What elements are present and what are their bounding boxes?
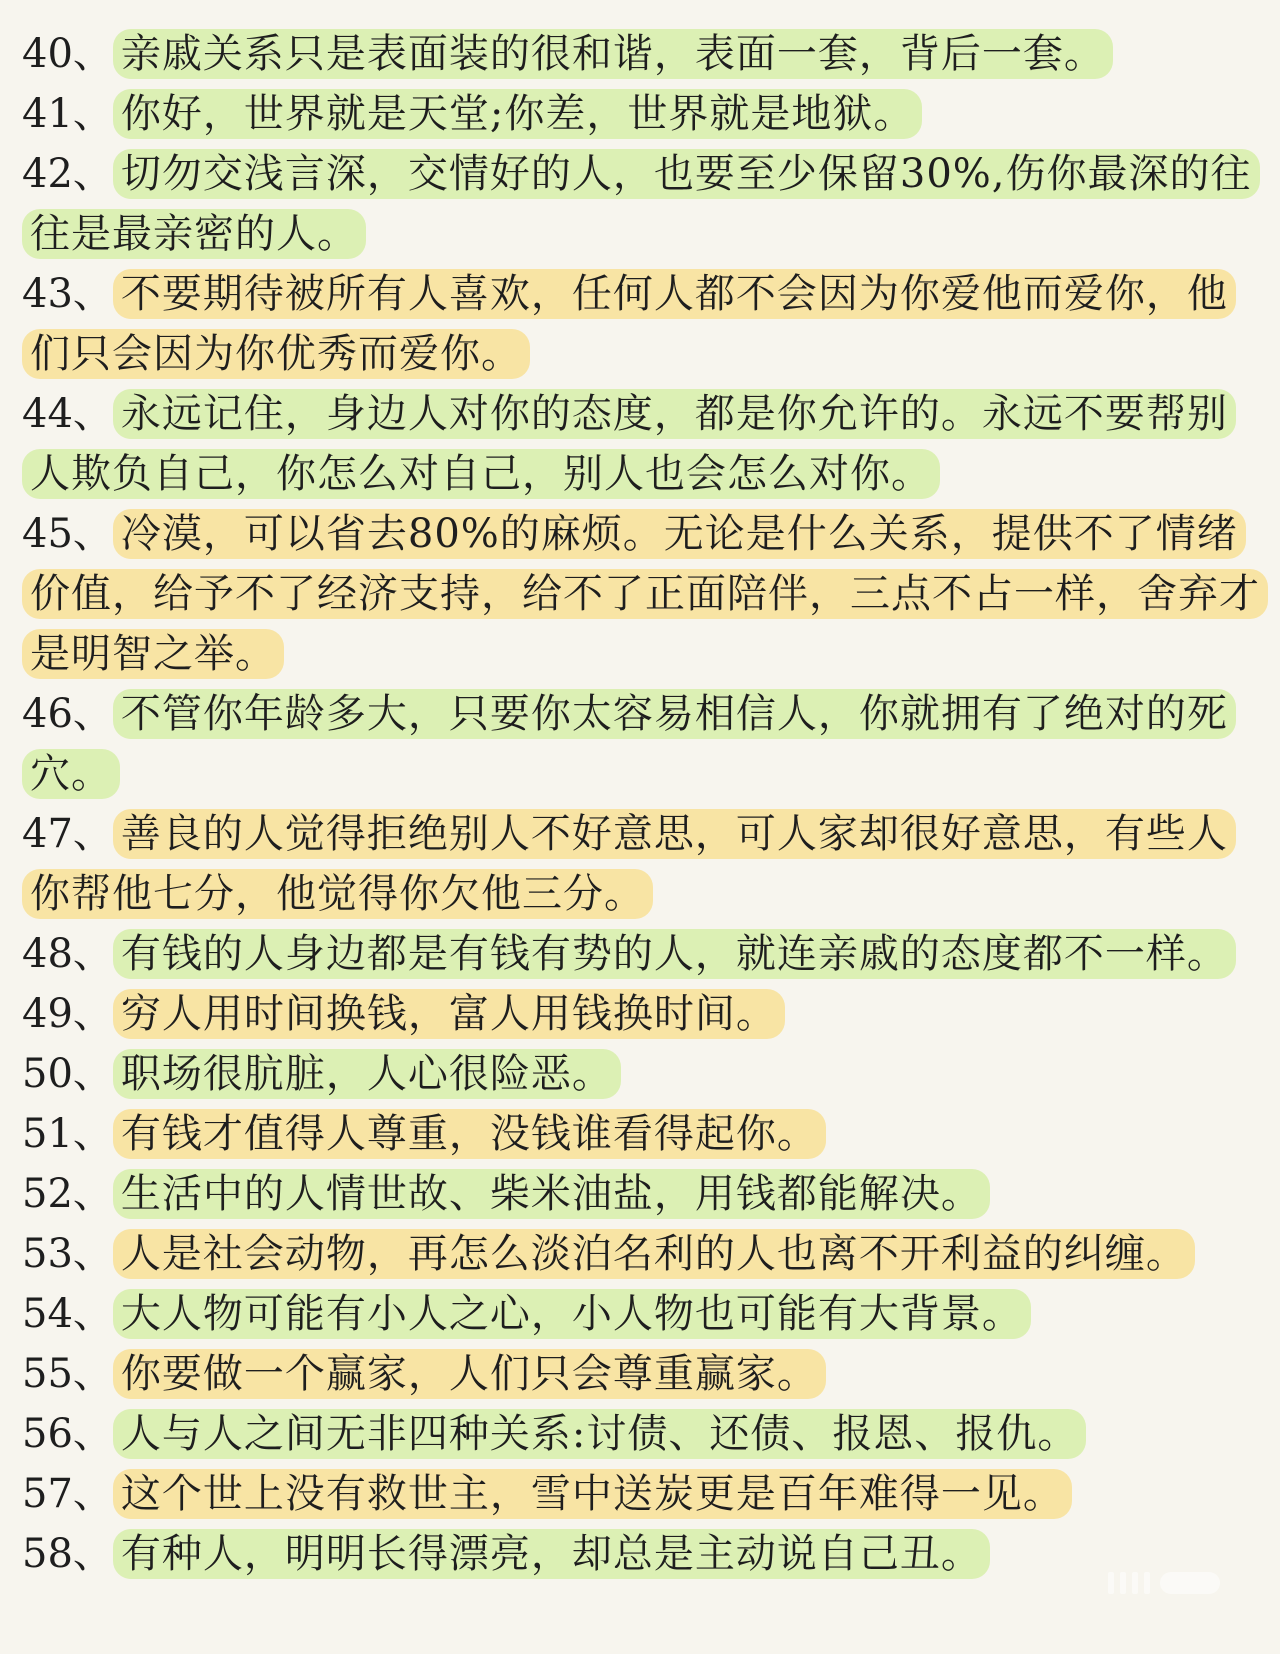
item-text: 不管你年龄多大，只要你太容易相信人，你就拥有了绝对的死穴。 xyxy=(22,689,1236,799)
list-item xyxy=(22,1104,1262,1164)
item-number: 45、 xyxy=(22,511,113,557)
list-item xyxy=(22,1344,1262,1404)
list-item xyxy=(22,504,1262,684)
list-item xyxy=(22,1524,1262,1584)
item-number: 46、 xyxy=(22,691,113,737)
item-text: 人是社会动物，再怎么淡泊名利的人也离不开利益的纠缠。 xyxy=(113,1229,1195,1279)
item-number: 43、 xyxy=(22,271,113,317)
item-text: 穷人用时间换钱，富人用钱换时间。 xyxy=(113,989,785,1039)
item-text: 大人物可能有小人之心，小人物也可能有大背景。 xyxy=(113,1289,1031,1339)
item-text: 亲戚关系只是表面装的很和谐，表面一套，背后一套。 xyxy=(113,29,1113,79)
item-text: 有钱才值得人尊重，没钱谁看得起你。 xyxy=(113,1109,826,1159)
item-text: 职场很肮脏，人心很险恶。 xyxy=(113,1049,621,1099)
item-number: 42、 xyxy=(22,151,113,197)
item-number: 49、 xyxy=(22,991,113,1037)
item-text: 不要期待被所有人喜欢，任何人都不会因为你爱他而爱你，他们只会因为你优秀而爱你。 xyxy=(22,269,1236,379)
list-item xyxy=(22,24,1262,84)
item-text: 你好，世界就是天堂;你差，世界就是地狱。 xyxy=(113,89,922,139)
watermark xyxy=(1108,1572,1220,1594)
item-number: 57、 xyxy=(22,1471,113,1517)
item-text: 切勿交浅言深，交情好的人，也要至少保留30%,伤你最深的往往是最亲密的人。 xyxy=(22,149,1260,259)
item-text: 这个世上没有救世主，雪中送炭更是百年难得一见。 xyxy=(113,1469,1072,1519)
item-text: 人与人之间无非四种关系:讨债、还债、报恩、报仇。 xyxy=(113,1409,1086,1459)
list-item xyxy=(22,984,1262,1044)
item-number: 52、 xyxy=(22,1171,113,1217)
item-number: 44、 xyxy=(22,391,113,437)
item-number: 50、 xyxy=(22,1051,113,1097)
item-text: 生活中的人情世故、柴米油盐，用钱都能解决。 xyxy=(113,1169,990,1219)
watermark-pill-icon xyxy=(1160,1572,1220,1594)
list-item xyxy=(22,1224,1262,1284)
item-number: 54、 xyxy=(22,1291,113,1337)
item-number: 51、 xyxy=(22,1111,113,1157)
list-item xyxy=(22,144,1262,264)
list-item xyxy=(22,84,1262,144)
item-number: 55、 xyxy=(22,1351,113,1397)
item-text: 你要做一个赢家，人们只会尊重赢家。 xyxy=(113,1349,826,1399)
list-item xyxy=(22,804,1262,924)
item-text: 冷漠，可以省去80%的麻烦。无论是什么关系，提供不了情绪价值，给予不了经济支持，给不了正面陪伴，三点不占一样，舍弃才是明智之举。 xyxy=(22,509,1268,679)
item-number: 47、 xyxy=(22,811,113,857)
list-item xyxy=(22,1284,1262,1344)
list-item xyxy=(22,924,1262,984)
item-number: 41、 xyxy=(22,91,113,137)
item-text: 有钱的人身边都是有钱有势的人，就连亲戚的态度都不一样。 xyxy=(113,929,1236,979)
quote-list xyxy=(22,24,1262,1584)
item-number: 48、 xyxy=(22,931,113,977)
list-item xyxy=(22,1404,1262,1464)
list-item xyxy=(22,1044,1262,1104)
item-number: 56、 xyxy=(22,1411,113,1457)
watermark-bars-icon xyxy=(1108,1572,1150,1594)
item-number: 40、 xyxy=(22,31,113,77)
item-text: 永远记住，身边人对你的态度，都是你允许的。永远不要帮别人欺负自己，你怎么对自己，别人也会怎么对你。 xyxy=(22,389,1236,499)
list-item xyxy=(22,1164,1262,1224)
item-number: 53、 xyxy=(22,1231,113,1277)
list-item xyxy=(22,384,1262,504)
list-item xyxy=(22,684,1262,804)
item-text: 善良的人觉得拒绝别人不好意思，可人家却很好意思，有些人你帮他七分，他觉得你欠他三分。 xyxy=(22,809,1236,919)
item-text: 有种人，明明长得漂亮，却总是主动说自己丑。 xyxy=(113,1529,990,1579)
list-item xyxy=(22,264,1262,384)
item-number: 58、 xyxy=(22,1531,113,1577)
list-item xyxy=(22,1464,1262,1524)
